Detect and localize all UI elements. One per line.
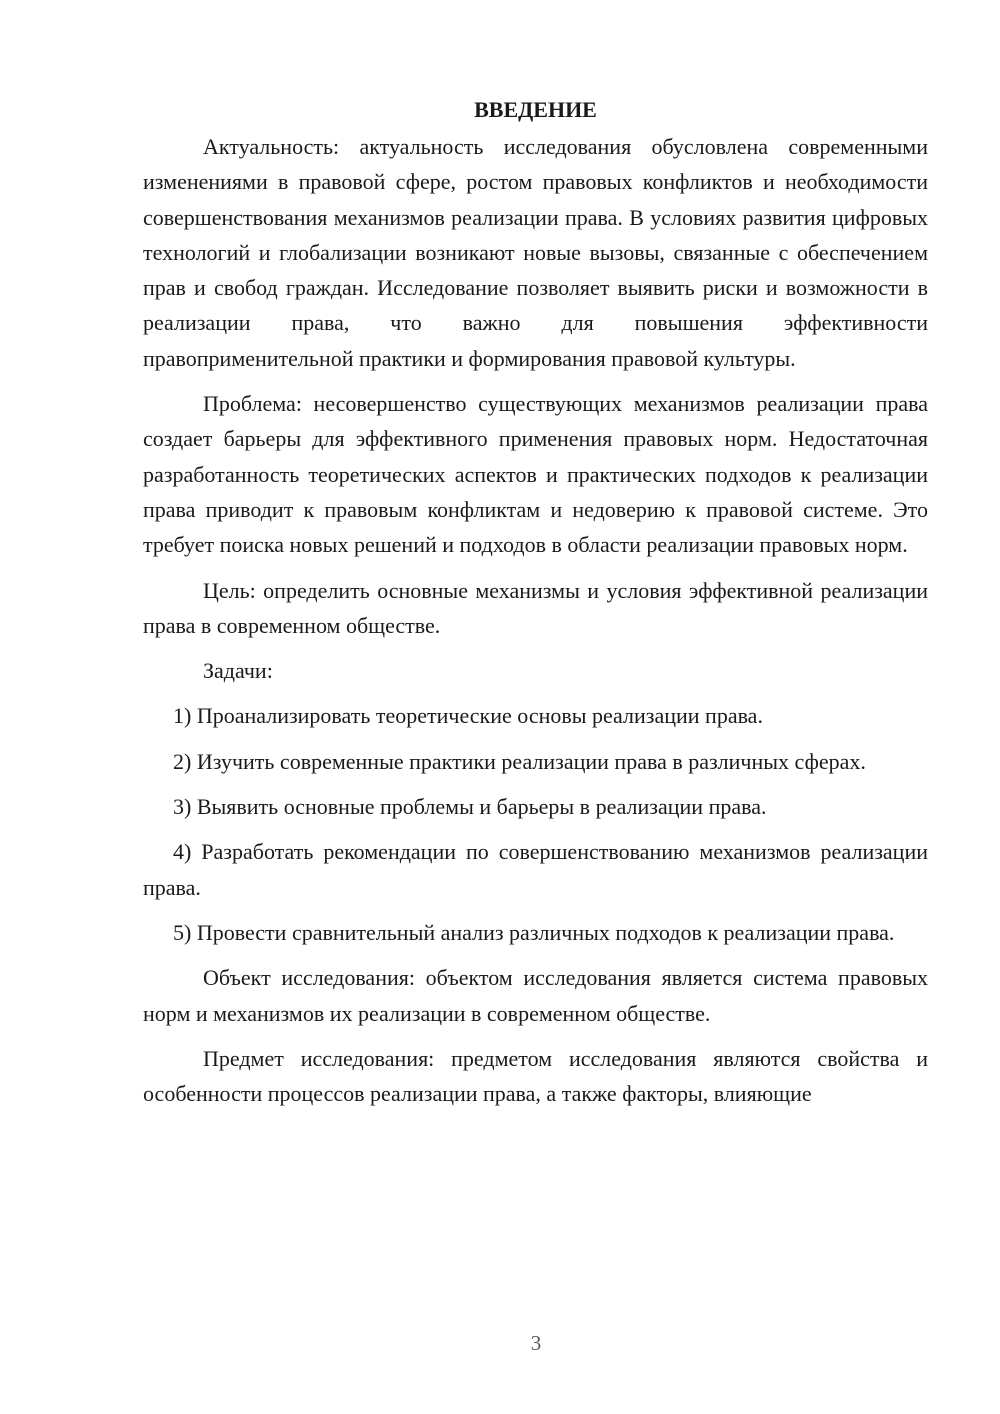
- subject-paragraph: Предмет исследования: предметом исследования являются свойства и особенности процессов реализации права, а также факторы, влияющие: [143, 1045, 928, 1107]
- section-heading: ВВЕДЕНИЕ: [474, 97, 597, 122]
- object-paragraph: Объект исследования: объектом исследования является система правовых норм и механизмов их реализации в современном обществе.: [143, 965, 928, 1026]
- task-item: 3) Выявить основные проблемы и барьеры в реализации права.: [173, 794, 767, 820]
- tasks-label: Задачи:: [203, 658, 273, 684]
- task-item: 5) Провести сравнительный анализ различных подходов к реализации права.: [173, 919, 895, 945]
- page-number: 3: [530, 1331, 542, 1355]
- relevance-paragraph: Актуальность: актуальность исследования обусловлена современными изменениями в правовой сфере, ростом правовых конфликтов и необходимости совершенствования механизмов реализации права. В условиях развития цифровых технологий и глобализации возникают новые вызовы, связанные с обеспечением прав и свобод граждан. Исследование позволяет выявить риски и возможности в реализации права, что важно для повышения эффективности правоприменительной практики и формирования правовой культуры.: [143, 134, 928, 371]
- task-item: 4) Разработать рекомендации по совершенствованию механизмов реализации права.: [143, 839, 928, 900]
- page-content: [143, 92, 928, 1121]
- task-item: 1) Проанализировать теоретические основы реализации права.: [173, 703, 763, 729]
- task-item: 2) Изучить современные практики реализации права в различных сферах.: [173, 748, 866, 774]
- problem-paragraph: Проблема: несовершенство существующих механизмов реализации права создает барьеры для эффективного применения правовых норм. Недостаточная разработанность теоретических аспектов и практических подходов к реализации права приводит к правовым конфликтам и недоверию к правовой системе. Это требует поиска новых решений и подходов в области реализации правовых норм.: [143, 391, 928, 558]
- goal-paragraph: Цель: определить основные механизмы и условия эффективной реализации права в современном обществе.: [143, 577, 928, 638]
